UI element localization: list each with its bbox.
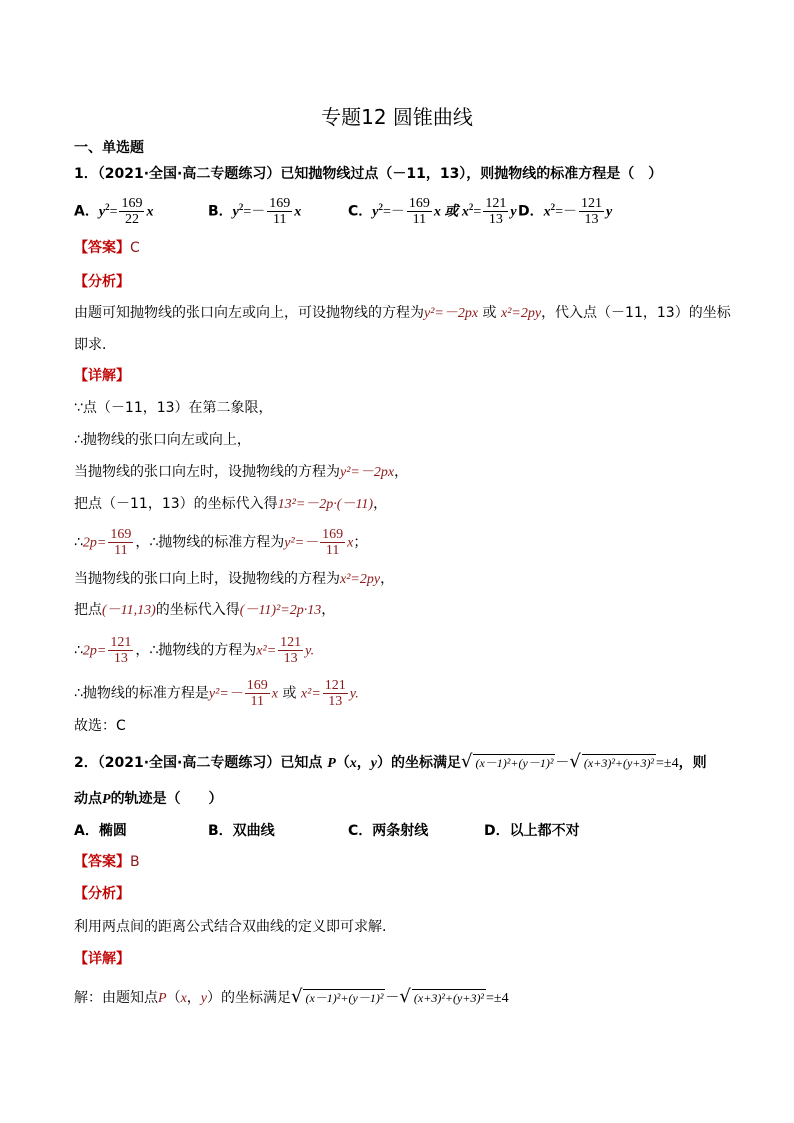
q2-stem: 2．（2021·全国·高二专题练习）已知点 P（x，y）的坐标满足√ (x－1)²+(y－1)² －√ (x+3)²+(y+3)² =±4，则	[74, 751, 707, 772]
q1-detail-line3: 当抛物线的张口向左时，设抛物线的方程为y²=－2px，	[74, 464, 409, 480]
q1-option-a: A．$y^2=$ $\frac{169}{22}$ x	[74, 196, 154, 227]
q1-options	[74, 196, 612, 227]
q1-analysis-line2: 即求．	[74, 337, 116, 353]
q1-option-c: C．$y^2=-$ $\frac{169}{11}$ x 或 $x^2=$ $\frac{121}{13}$ y	[348, 196, 517, 227]
q1-detail-line7: 把点(－11,13)的坐标代入得(－11)²=2p·13，	[74, 602, 336, 618]
q1-detail-line4: 把点（－11，13）的坐标代入得13²=－2p·(－11)，	[74, 496, 388, 512]
q2-analysis-tag: 【分析】	[74, 886, 130, 902]
section-heading: 一、单选题	[74, 140, 144, 156]
q1-option-b: B．$y^2=-$ $\frac{169}{11}$ x	[208, 196, 302, 227]
q1-option-d: D．$x^2=-$ $\frac{121}{13}$ y	[518, 196, 613, 227]
q1-answer: 【答案】C	[74, 240, 140, 256]
q2-detail-tag: 【详解】	[74, 951, 130, 967]
q1-detail-tag: 【详解】	[74, 368, 130, 384]
q2-detail-line1: 解：由题知点P（x，y）的坐标满足√ (x－1)²+(y－1)² －√ (x+3)²+(y+3)² =±4	[74, 986, 509, 1007]
q1-stem: 1．（2021·全国·高二专题练习）已知抛物线过点（－11，13），则抛物线的标准方程是（ ）	[74, 166, 663, 182]
q1-conclusion: 故选：C	[74, 718, 126, 734]
q2-option-c: C．两条射线	[348, 823, 429, 839]
q2-answer: 【答案】B	[74, 854, 140, 870]
q2-stem-line2: 动点P的轨迹是（ ）	[74, 791, 223, 807]
q2-option-b: B．双曲线	[208, 823, 275, 839]
q1-detail-line5: ∴2p= $\frac{169}{11}$ ，∴抛物线的标准方程为y²=－ $\frac{169}{11}$ x；	[74, 527, 368, 558]
q2-analysis: 利用两点间的距离公式结合双曲线的定义即可求解.	[74, 919, 387, 935]
q2-options	[74, 821, 580, 841]
q1-detail-line8: ∴2p= $\frac{121}{13}$ ，∴抛物线的方程为x²= $\frac{121}{13}$ y.	[74, 635, 315, 666]
q1-detail-line9: ∴抛物线的标准方程是y²=－ $\frac{169}{11}$ x 或 x²= $\frac{121}{13}$ y.	[74, 678, 359, 709]
q1-detail-line1: ∵点（－11，13）在第二象限，	[74, 400, 273, 416]
q1-analysis-tag: 【分析】	[74, 274, 130, 290]
q1-analysis-line1: 由题可知抛物线的张口向左或向上，可设抛物线的方程为y²=－2px 或 x²=2py，代入点（－11，13）的坐标	[74, 305, 731, 321]
q2-option-a: A．椭圆	[74, 823, 127, 839]
page-title: 专题12 圆锥曲线	[321, 105, 473, 129]
q1-detail-line2: ∴抛物线的张口向左或向上，	[74, 432, 251, 448]
q1-detail-line6: 当抛物线的张口向上时，设抛物线的方程为x²=2py，	[74, 571, 395, 587]
q2-option-d: D．以上都不对	[484, 823, 580, 839]
